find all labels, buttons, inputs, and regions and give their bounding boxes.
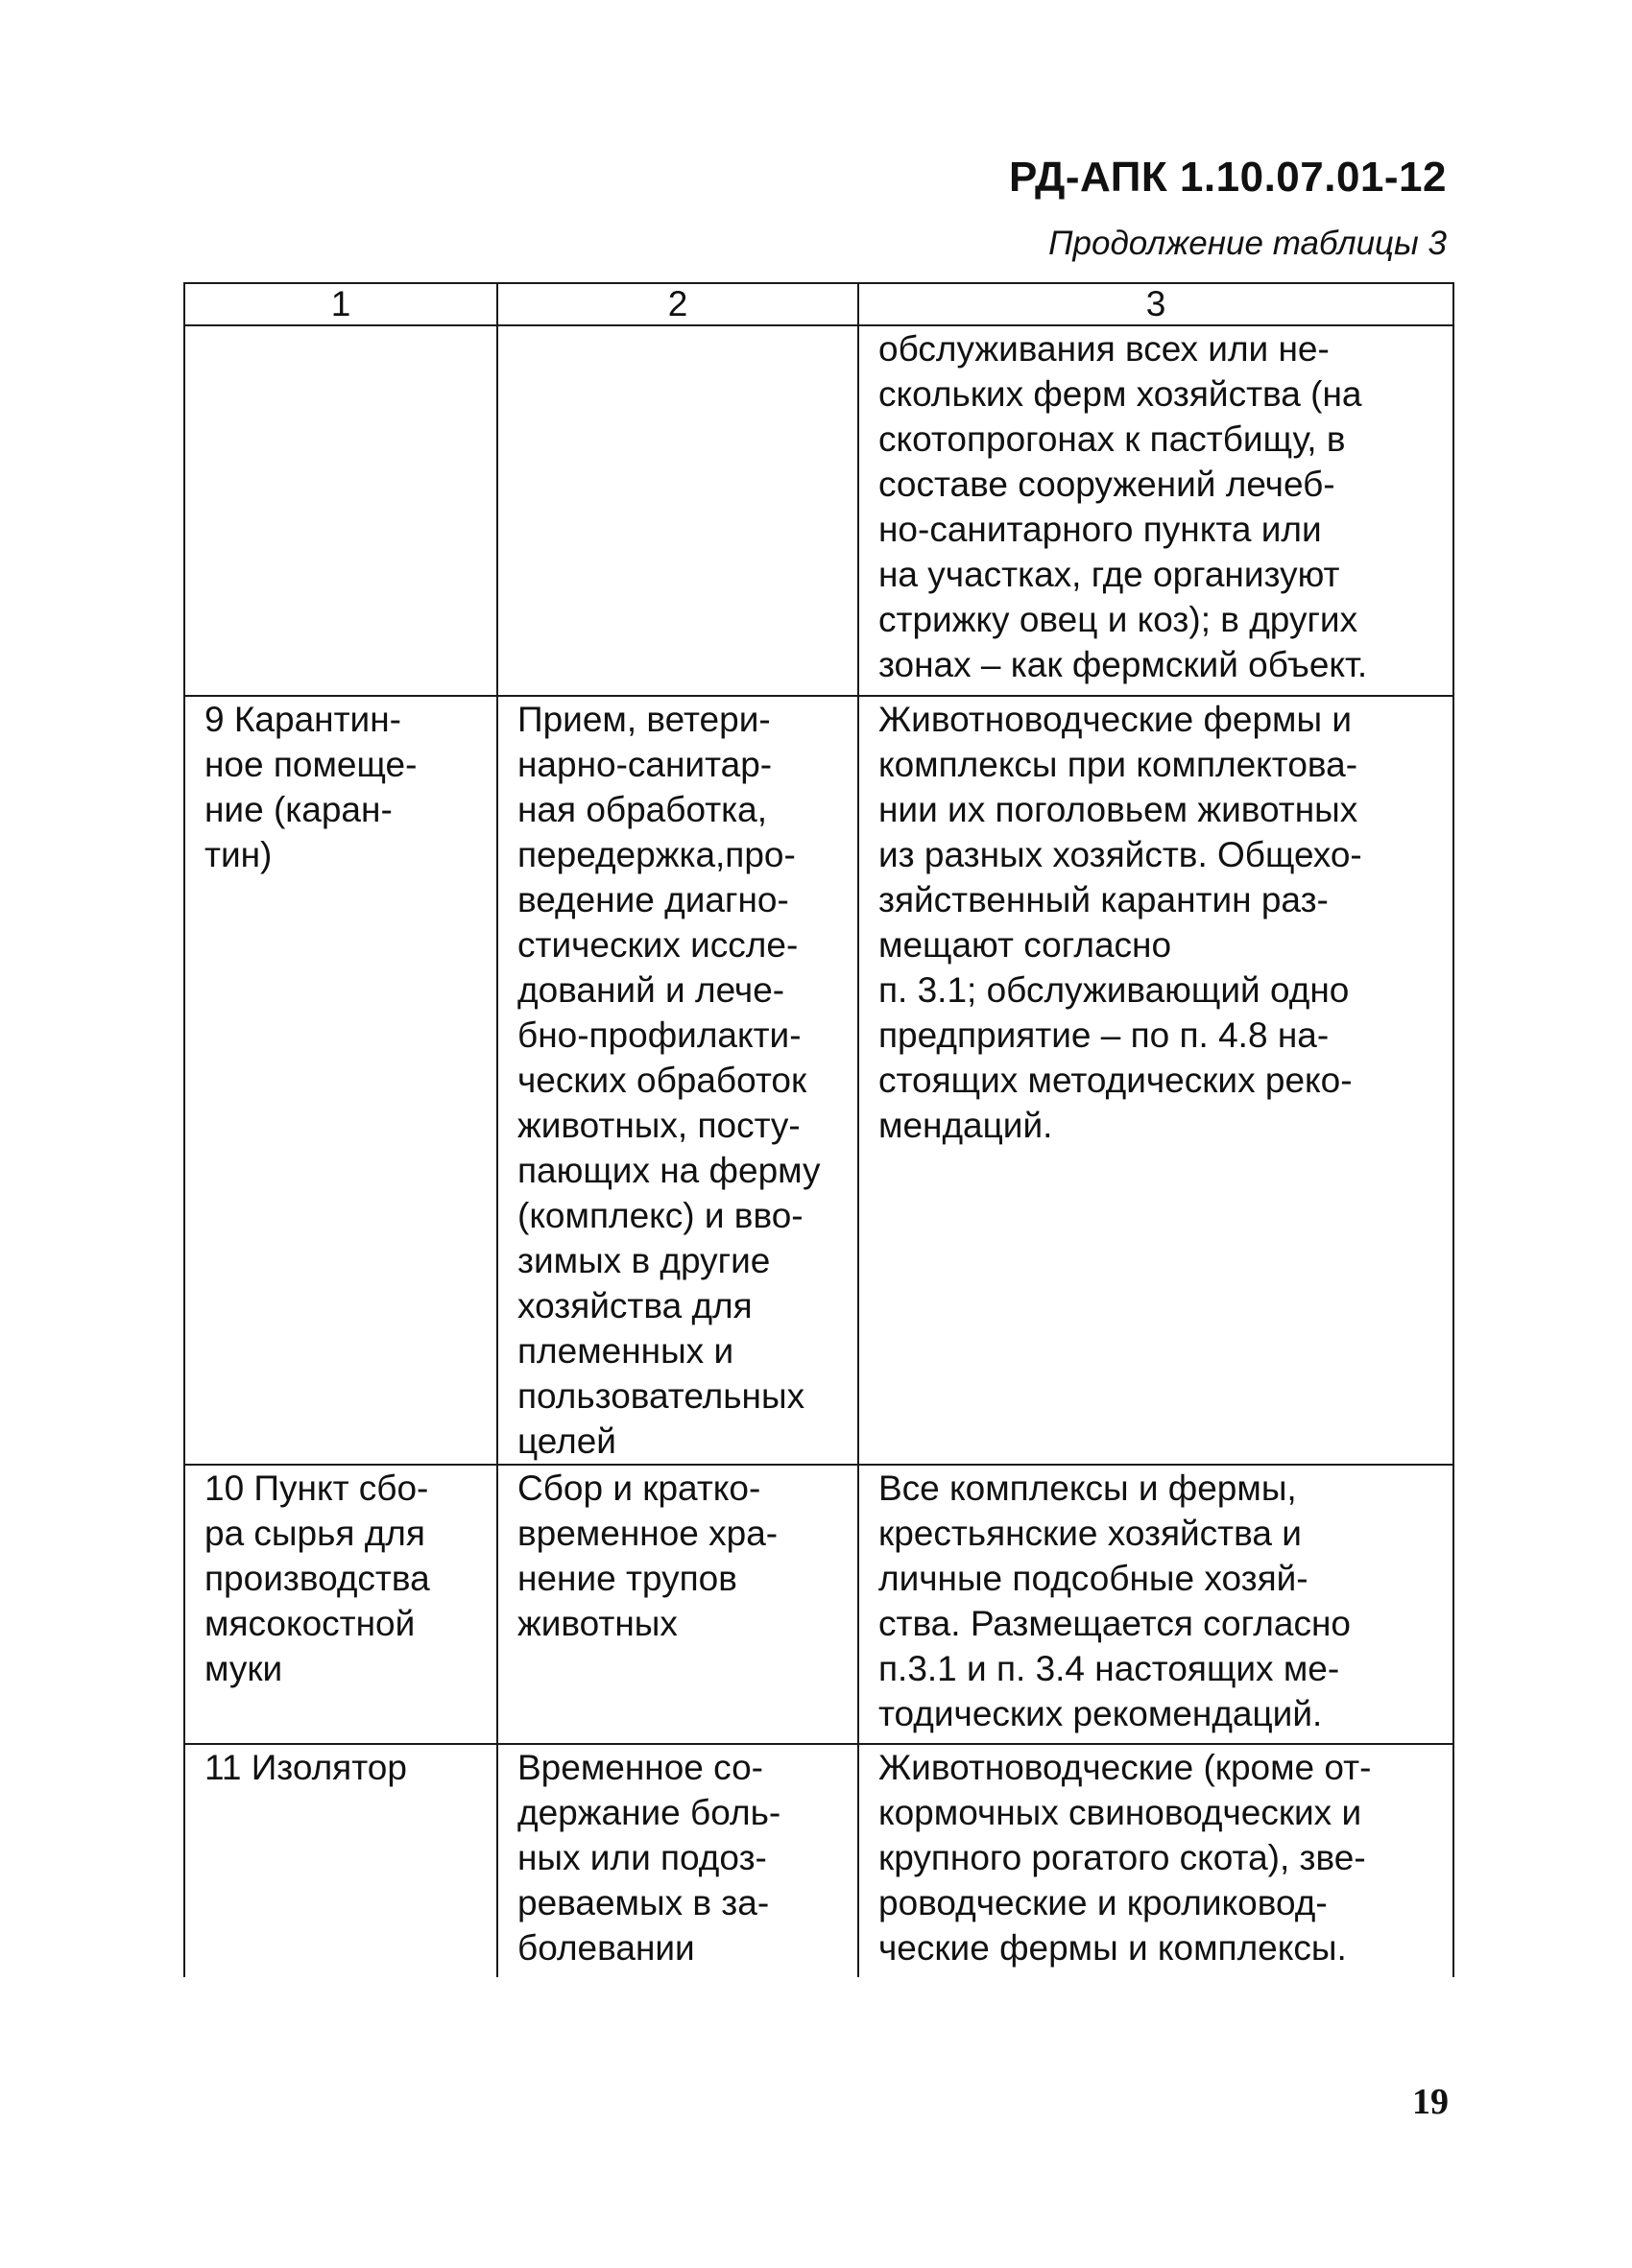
table-row [184, 325, 1453, 696]
facility-name-text: 11 Изолятор [204, 1748, 407, 1787]
facility-purpose-cell [497, 325, 858, 696]
table-row [184, 1465, 1453, 1744]
facility-name-cell [184, 1465, 497, 1744]
facility-purpose-text: Прием, ветери- нарно-санитар- ная обработка, передержка,про- ведение диагно- стических иссле- дований и лече- бно-профилакти- ческих обработок животных, посту- пающих на ферму (комплекс) и вво- зимых в другие хозяйства для племенных и пользовательных целей [517, 700, 821, 1461]
facility-scope-cell [858, 325, 1453, 696]
document-code: РД-АПК 1.10.07.01-12 [1008, 154, 1447, 201]
facility-purpose-cell [497, 1744, 858, 1977]
table-continuation-caption: Продолжение таблицы 3 [1048, 225, 1447, 262]
facility-scope-cell [858, 1465, 1453, 1744]
facility-scope-cell [858, 696, 1453, 1465]
table-row [184, 696, 1453, 1465]
column-header-2: 2 [497, 283, 858, 325]
facility-name-text: 9 Карантин- ное помеще- ние (каран- тин) [204, 700, 418, 874]
column-header-3: 3 [858, 283, 1453, 325]
column-header-1: 1 [184, 283, 497, 325]
table-header-row [184, 283, 1453, 325]
facility-purpose-text: Временное со- держание боль- ных или подоз- реваемых в за- болевании [517, 1748, 781, 1968]
facility-name-cell [184, 1744, 497, 1977]
facility-name-cell [184, 696, 497, 1465]
facility-scope-text: Животноводческие фермы и комплексы при комплектова- нии их поголовьем животных из разных хозяйств. Общехо- зяйственный карантин раз- мещают согласно п. 3.1; обслуживающий одно предприятие – по п. 4.8 на- стоящих методических реко- мендаций. [878, 700, 1362, 1145]
facilities-table [183, 282, 1454, 1977]
facility-purpose-cell [497, 696, 858, 1465]
facility-scope-text: обслуживания всех или не- скольких ферм хозяйства (на скотопрогонах к пастбищу, в составе сооружений лечеб- но-санитарного пункта или на участках, где организуют стрижку овец и коз); в других зонах – как фермский объект. [878, 329, 1368, 684]
facility-scope-text: Животноводческие (кроме от- кормочных свиноводческих и крупного рогатого скота), зве- роводческие и кроликовод- ческие фермы и комплексы. [878, 1748, 1372, 1968]
table-row [184, 1744, 1453, 1977]
facility-name-cell [184, 325, 497, 696]
facility-scope-cell [858, 1744, 1453, 1977]
page-number: 19 [1412, 2082, 1449, 2122]
facility-purpose-cell [497, 1465, 858, 1744]
facility-scope-text: Все комплексы и фермы, крестьянские хозяйства и личные подсобные хозяй- ства. Размещается согласно п.3.1 и п. 3.4 настоящих ме- тодических рекомендаций. [878, 1468, 1351, 1733]
facility-name-text: 10 Пункт сбо- ра сырья для производства мясокостной муки [204, 1468, 430, 1688]
facility-purpose-text: Сбор и кратко- временное хра- нение трупов животных [517, 1468, 779, 1643]
